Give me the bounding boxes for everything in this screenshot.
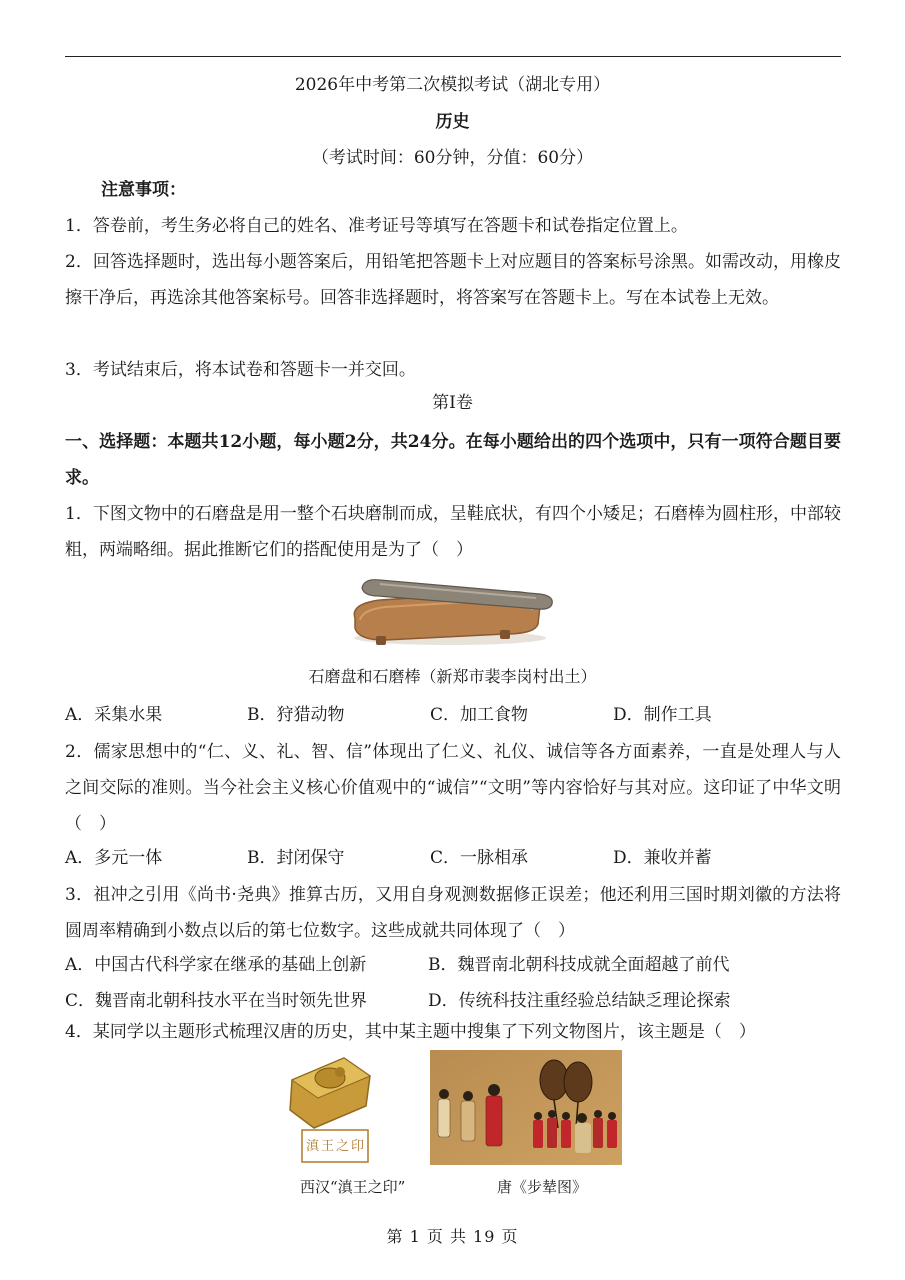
section-instructions: 一、选择题：本题共12小题，每小题2分，共24分。在每小题给出的四个选项中，只有一项符合题目要求。	[65, 432, 841, 488]
q1-option-a[interactable]: A．采集水果	[65, 705, 163, 725]
q1-option-c[interactable]: C．加工食物	[430, 705, 529, 725]
question-1-stem: 1．下图文物中的石磨盘是用一整个石块磨制而成，呈鞋底状，有四个小矮足；石磨棒为圆柱形，中部较粗，两端略细。据此推断它们的搭配使用是为了（ ）	[65, 504, 841, 560]
volume-title: 第Ⅰ卷	[432, 393, 473, 413]
q1-option-d[interactable]: D．制作工具	[613, 705, 712, 725]
painting-caption: 唐《步辇图》	[497, 1178, 588, 1196]
note-2: 2．回答选择题时，选出每小题答案后，用铅笔把答题卡上对应题目的答案标号涂黑。如需改动，用橡皮擦干净后，再选涂其他答案标号。回答非选择题时，将答案写在答题卡上。写在本试卷上无效。	[65, 252, 841, 308]
question-2-stem: 2．儒家思想中的“仁、义、礼、智、信”体现出了仁义、礼仪、诚信等各方面素养，一直是处理人与人之间交际的准则。当今社会主义核心价值观中的“诚信”“文明”等内容恰好与其对应。这印证了中华文明（ ）	[65, 742, 841, 834]
notes-heading: 注意事项：	[101, 180, 186, 200]
header-rule	[65, 56, 841, 57]
note-3: 3．考试结束后，将本试卷和答题卡一并交回。	[65, 360, 416, 380]
painting-image	[430, 1050, 622, 1165]
q3-option-d[interactable]: D．传统科技注重经验总结缺乏理论探索	[428, 991, 731, 1011]
q2-option-a[interactable]: A．多元一体	[65, 848, 163, 868]
page-footer: 第 1 页 共 19 页	[386, 1227, 519, 1246]
grinding-stone-image	[340, 572, 555, 652]
q3-option-b[interactable]: B．魏晋南北朝科技成就全面超越了前代	[428, 955, 730, 975]
q3-option-a[interactable]: A．中国古代科学家在继承的基础上创新	[65, 955, 367, 975]
note-1: 1．答卷前，考生务必将自己的姓名、准考证号等填写在答题卡和试卷指定位置上。	[65, 216, 688, 236]
seal-inscription: 滇王之印	[305, 1139, 366, 1154]
seal-caption: 西汉“滇王之印”	[300, 1178, 406, 1196]
q3-option-c[interactable]: C．魏晋南北朝科技水平在当时领先世界	[65, 991, 368, 1011]
q1-option-b[interactable]: B．狩猎动物	[247, 705, 345, 725]
exam-info: （考试时间：60分钟，分值：60分）	[311, 148, 594, 168]
q2-option-d[interactable]: D．兼收并蓄	[613, 848, 712, 868]
exam-title: 2026年中考第二次模拟考试（湖北专用）	[294, 75, 611, 95]
question-4-stem: 4．某同学以主题形式梳理汉唐的历史，其中某主题中搜集了下列文物图片，该主题是（ ）	[65, 1022, 756, 1042]
question-3-stem: 3．祖冲之引用《尚书·尧典》推算古历，又用自身观测数据修正误差；他还利用三国时期刘徽的方法将圆周率精确到小数点以后的第七位数字。这些成就共同体现了（ ）	[65, 885, 841, 941]
q2-option-c[interactable]: C．一脉相承	[430, 848, 529, 868]
question-1-caption: 石磨盘和石磨棒（新郑市裴李岗村出土）	[308, 667, 597, 686]
subject-title: 历史	[435, 112, 470, 132]
q2-option-b[interactable]: B．封闭保守	[247, 848, 345, 868]
